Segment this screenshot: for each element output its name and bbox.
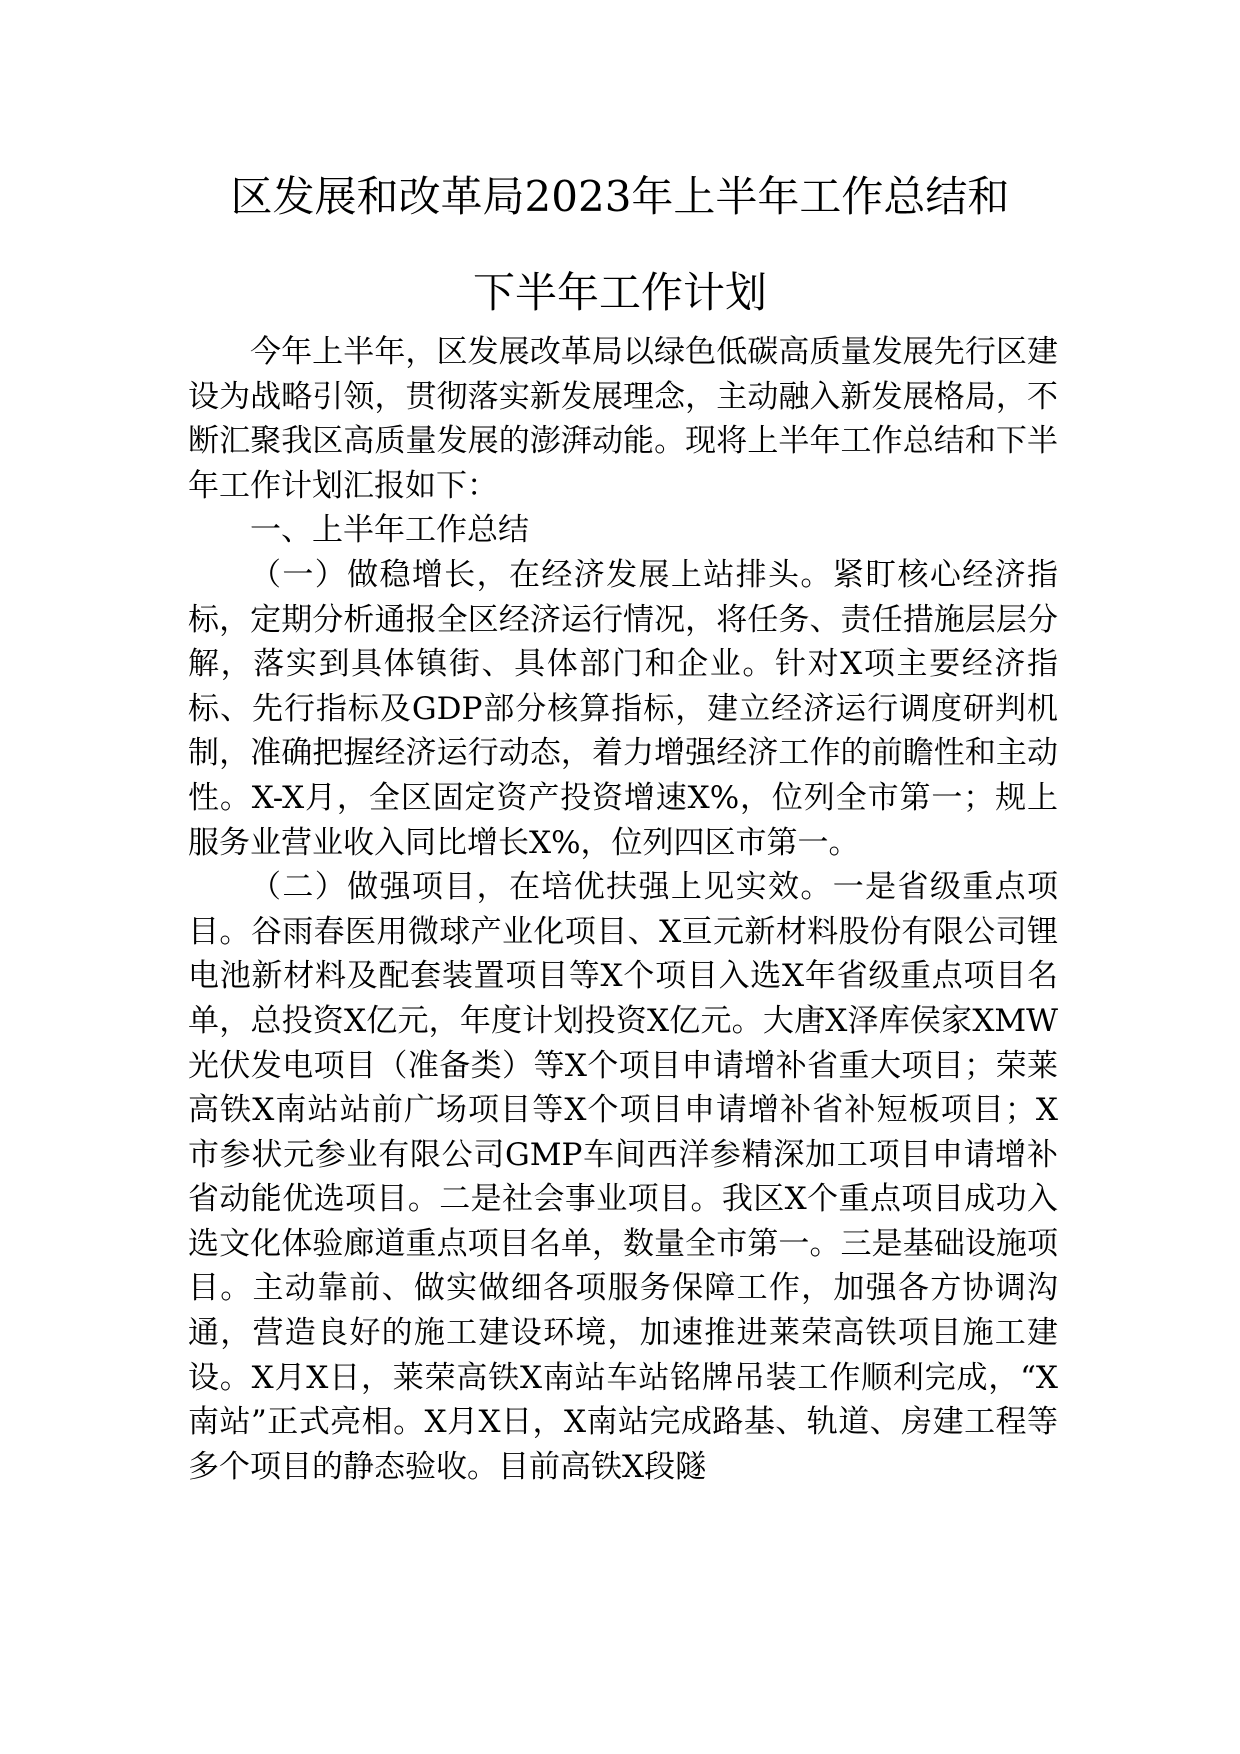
- section-heading: 一、上半年工作总结: [250, 512, 529, 549]
- document-body: [188, 330, 1058, 1489]
- document-title-line-1: 区发展和改革局2023年上半年工作总结和: [230, 172, 1010, 221]
- intro-paragraph: 今年上半年，区发展改革局以绿色低碳高质量发展先行区建设为战略引领，贯彻落实新发展理念，主动融入新发展格局，不断汇聚我区高质量发展的澎湃动能。现将上半年工作总结和下半年工作计划汇报如下：: [188, 334, 1058, 504]
- paragraph-projects: （二）做强项目，在培优扶强上见实效。一是省级重点项目。谷雨春医用微球产业化项目、X亘元新材料股份有限公司锂电池新材料及配套装置项目等X个项目入选X年省级重点项目名单，总投资X亿元，年度计划投资X亿元。大唐X泽库侯家XMW光伏发电项目（准备类）等X个项目申请增补省重大项目；荣莱高铁X南站站前广场项目等X个项目申请增补省补短板项目；X市参状元参业有限公司GMP车间西洋参精深加工项目申请增补省动能优选项目。二是社会事业项目。我区X个重点项目成功入选文化体验廊道重点项目名单，数量全市第一。三是基础设施项目。主动靠前、做实做细各项服务保障工作，加强各方协调沟通，营造良好的施工建设环境，加速推进莱荣高铁项目施工建设。X月X日，莱荣高铁X南站车站铭牌吊装工作顺利完成，“X南站”正式亮相。X月X日，X南站完成路基、轨道、房建工程等多个项目的静态验收。目前高铁X段隧: [188, 869, 1058, 1485]
- paragraph-growth: （一）做稳增长，在经济发展上站排头。紧盯核心经济指标，定期分析通报全区经济运行情况，将任务、责任措施层层分解，落实到具体镇街、具体部门和企业。针对X项主要经济指标、先行指标及GDP部分核算指标，建立经济运行调度研判机制，准确把握经济运行动态，着力增强经济工作的前瞻性和主动性。X-X月，全区固定资产投资增速X%，位列全市第一；规上服务业营业收入同比增长X%，位列四区市第一。: [188, 556, 1058, 861]
- document-title-line-2: 下半年工作计划: [472, 268, 767, 317]
